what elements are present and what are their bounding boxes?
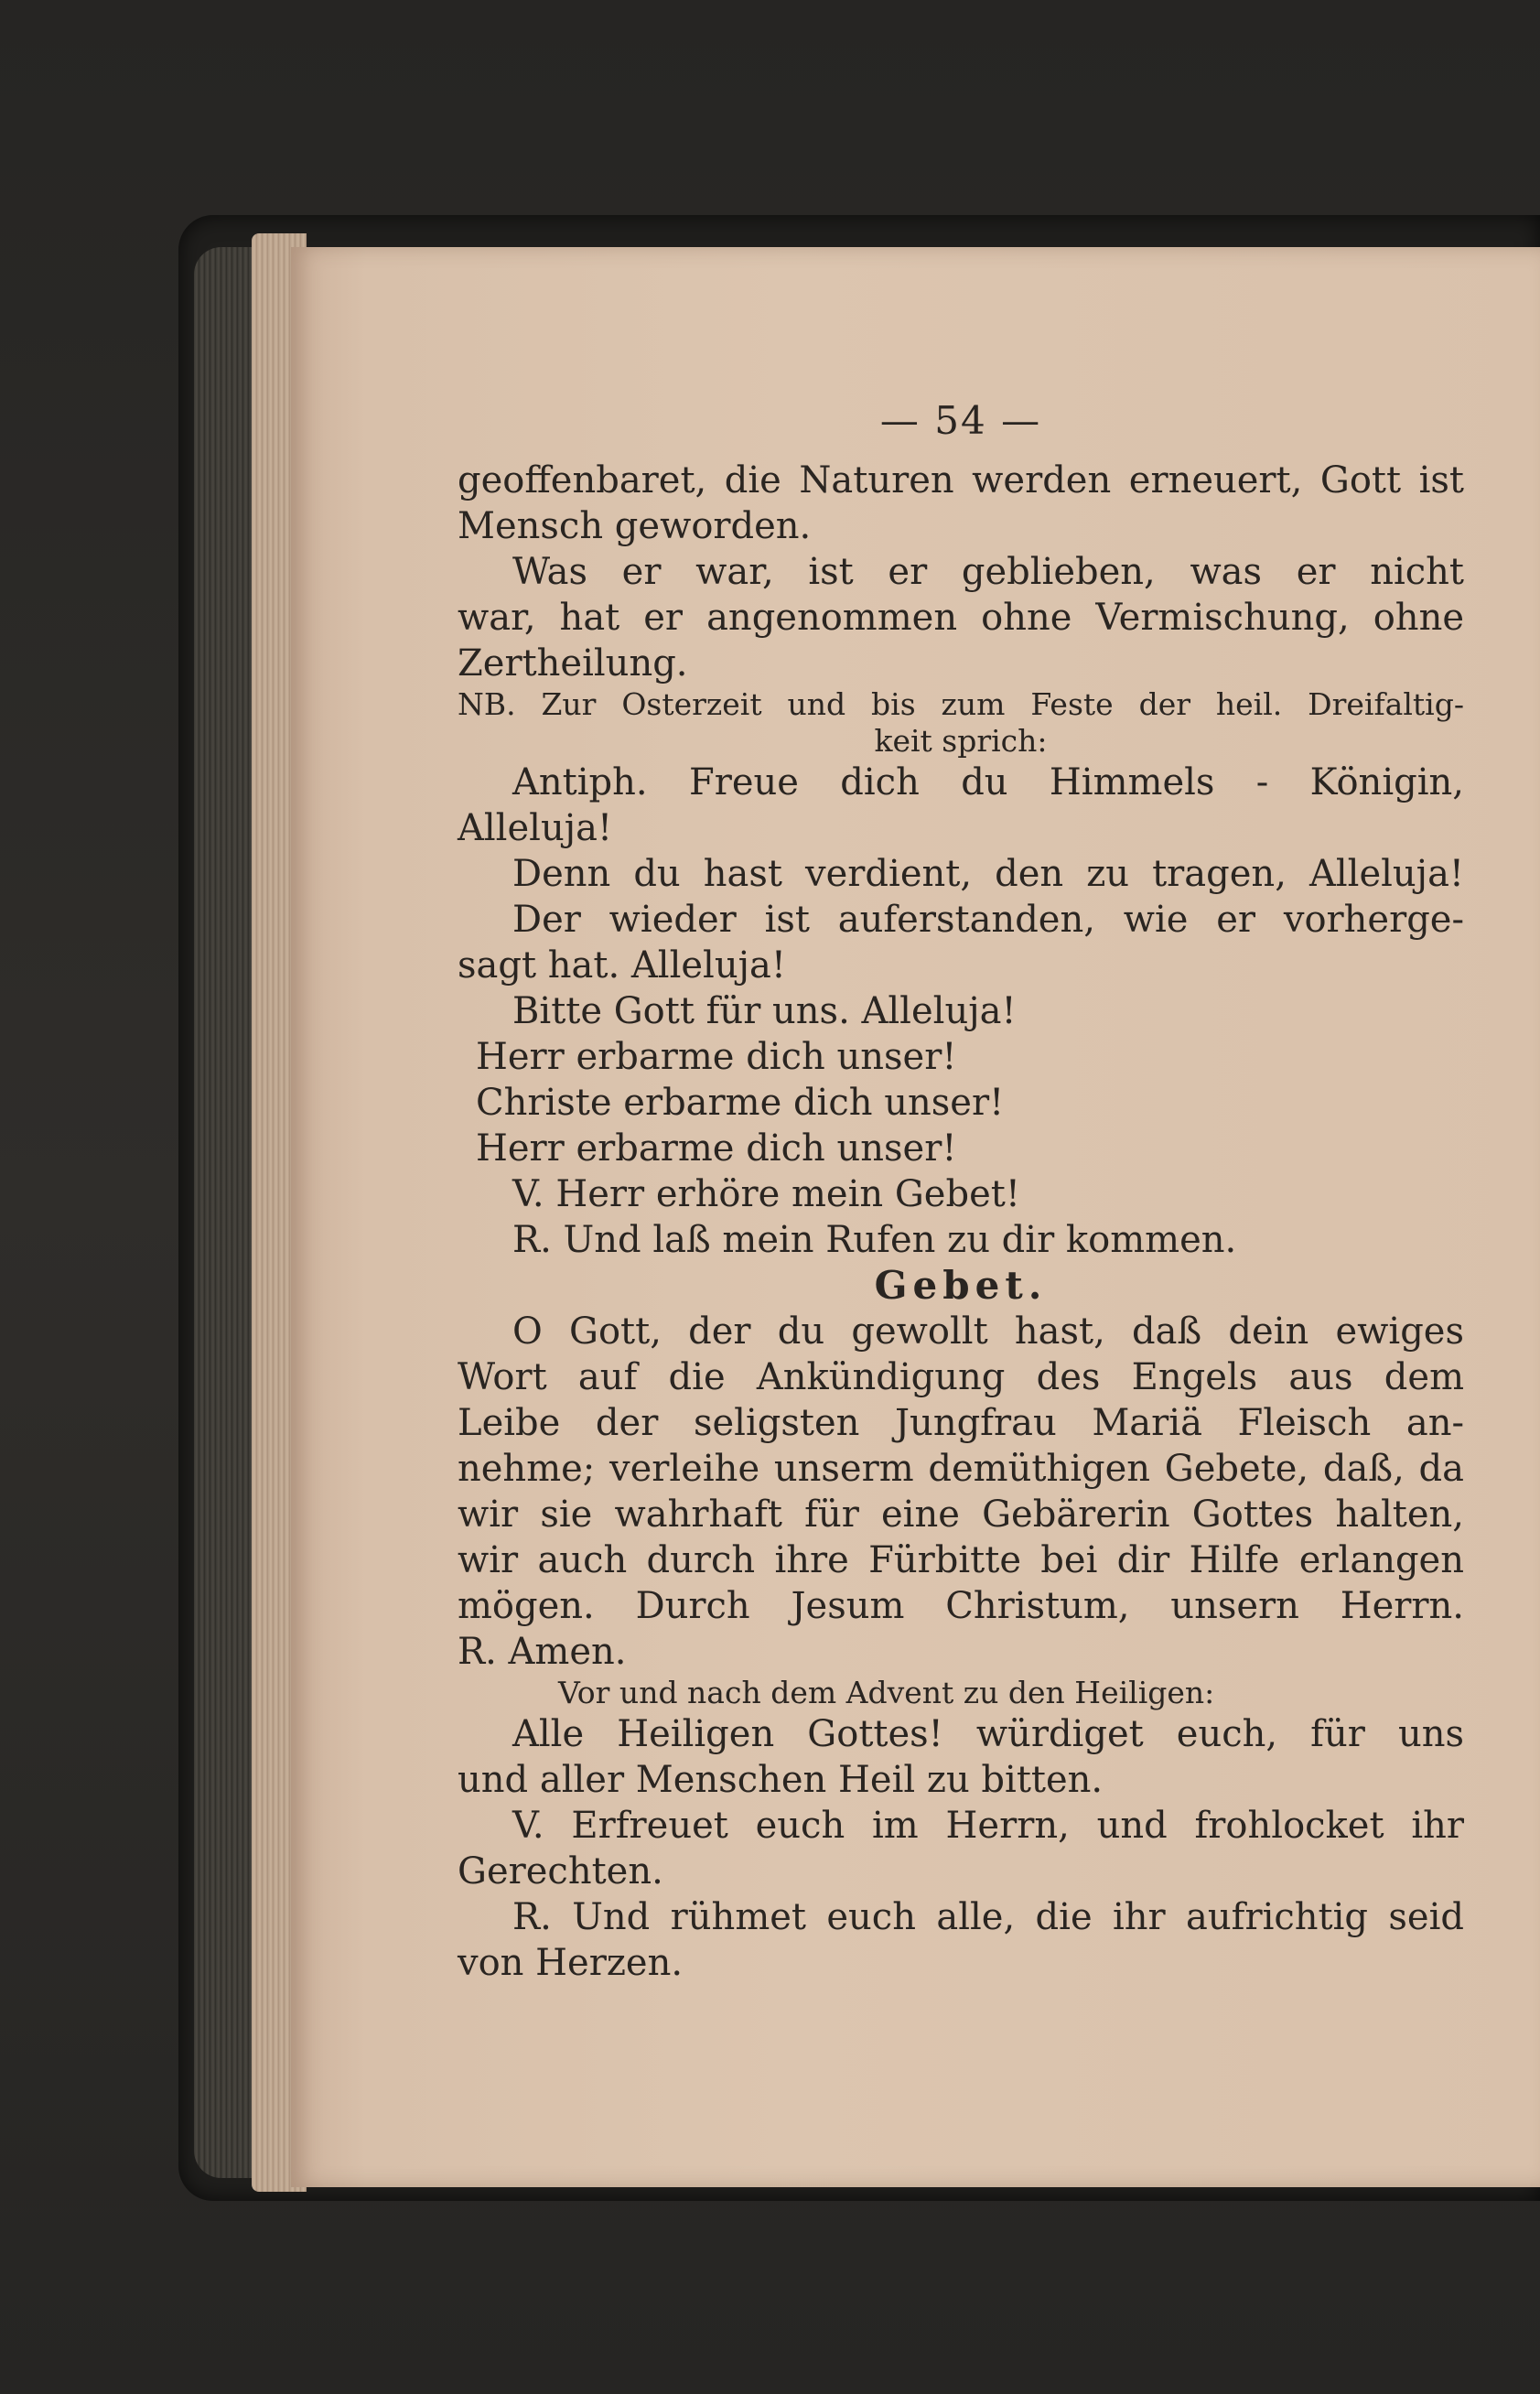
text-line: nehme; verleihe unserm demüthigen Gebete, daß, da [458, 1448, 1464, 1490]
text-line: mögen. Durch Jesum Christum, unsern Herrn. [458, 1585, 1464, 1627]
text-line: sagt hat. Alleluja! [458, 944, 786, 987]
page-number: — 54 — [879, 398, 1042, 443]
text-line: von Herzen. [458, 1942, 684, 1984]
text-line: Mensch geworden. [458, 505, 812, 547]
text-line: Antiph. Freue dich du Himmels - Königin, [512, 761, 1464, 803]
response-line: R. Und laß mein Rufen zu dir kommen. [512, 1219, 1237, 1261]
response-line: R. Und rühmet euch alle, die ihr aufrichtig seid [512, 1896, 1464, 1938]
text-line: Der wieder ist auferstanden, wie er vorherge- [512, 899, 1464, 941]
text-line: Leibe der seligsten Jungfrau Mariä Fleisch an- [458, 1402, 1464, 1444]
text-line: Denn du hast verdient, den zu tragen, Alleluja! [512, 853, 1464, 895]
text-line: Gerechten. [458, 1850, 663, 1893]
text-line: Alleluja! [458, 807, 613, 849]
text-line: Herr erbarme dich unser! [476, 1127, 957, 1170]
text-line: Bitte Gott für uns. Alleluja! [512, 990, 1017, 1032]
text-line: Zertheilung. [458, 642, 688, 685]
text-line: Christe erbarme dich unser! [476, 1082, 1005, 1124]
text-line: wir sie wahrhaft für eine Gebärerin Gottes halten, [458, 1494, 1464, 1536]
text-line: Alle Heiligen Gottes! würdiget euch, für uns [512, 1713, 1464, 1755]
note-line: NB. Zur Osterzeit und bis zum Feste der heil. Dreifaltig- [458, 686, 1464, 722]
text-line: war, hat er angenommen ohne Vermischung, ohne [458, 597, 1464, 639]
text-line: geoffenbaret, die Naturen werden erneuert, Gott ist [458, 459, 1464, 501]
text-line: und aller Menschen Heil zu bitten. [458, 1759, 1104, 1801]
rubric-line: Vor und nach dem Advent zu den Heiligen: [558, 1675, 1215, 1710]
text-line: Was er war, ist er geblieben, was er nicht [512, 551, 1464, 593]
note-line: keit sprich: [874, 723, 1048, 759]
page-text [458, 384, 1464, 1986]
response-line: R. Amen. [458, 1631, 627, 1673]
text-line: Wort auf die Ankündigung des Engels aus dem [458, 1356, 1464, 1398]
versicle-line: V. Erfreuet euch im Herrn, und frohlocket ihr [512, 1805, 1464, 1847]
versicle-line: V. Herr erhöre mein Gebet! [512, 1173, 1020, 1215]
text-line: Herr erbarme dich unser! [476, 1036, 957, 1078]
book-spine [194, 247, 258, 2178]
section-heading: Gebet. [874, 1263, 1048, 1308]
text-line: wir auch durch ihre Fürbitte bei dir Hilfe erlangen [458, 1539, 1464, 1581]
text-line: O Gott, der du gewollt hast, daß dein ewiges [512, 1310, 1464, 1353]
